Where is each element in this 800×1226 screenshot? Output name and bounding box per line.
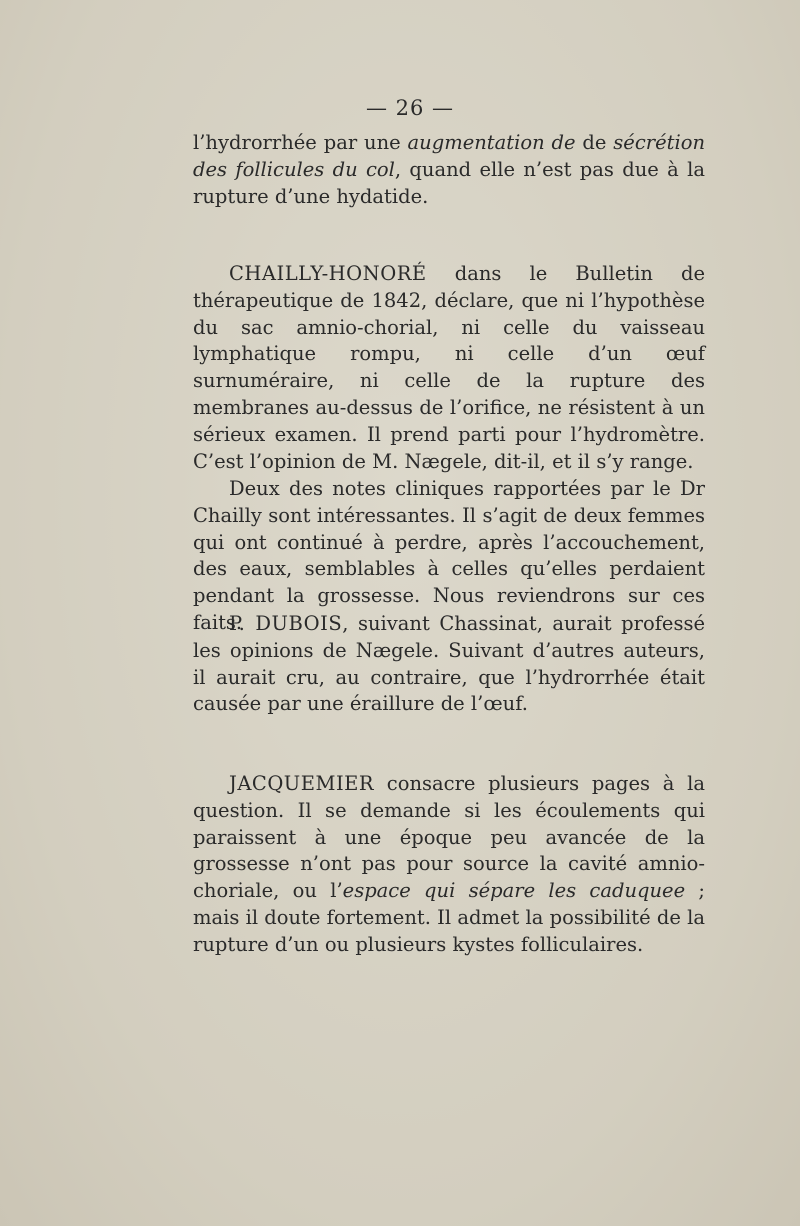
- paragraph-jacquemier: [193, 771, 705, 959]
- author-name-chailly: CHAILLY-HONORÉ: [229, 262, 427, 285]
- p2-text: dans le Bulletin de thérapeutique de 1842, déclare, que ni l’hypothèse du sac amnio-chorial, ni celle du vaisseau lymphatique rompu, ni celle d’un œuf surnuméraire, ni celle de la rupture des membranes au-dessus de l’orifice, ne résistent à un sérieux examen. Il prend parti pour l’hydromètre. C’est l’opinion de M. Nægele, dit-il, et il s’y range.: [193, 262, 705, 473]
- p1-tail: , quand elle n’est pas due à la rupture d’une hydatide.: [193, 157, 705, 208]
- p5-emphasis-espace: espace qui sépare les caduquee: [342, 879, 686, 903]
- p4-text: , suivant Chassinat, aurait professé les opinions de Nægele. Suivant d’autres auteurs, il aurait cru, au contraire, que l’hydrorrhée était causée par une éraillure de l’œuf.: [193, 612, 706, 716]
- p1-mid: de: [575, 131, 614, 154]
- page-number: — 26 —: [365, 96, 455, 120]
- p1-emphasis-augmentation: augmentation de: [407, 131, 576, 154]
- author-name-dubois: P. DUBOIS: [229, 612, 343, 635]
- paragraph-chailly-honore: [193, 261, 705, 475]
- p5-text-1: consacre plusieurs pages à la question. Il se demande si les écoulements qui paraissent à une époque peu avancée de la grossesse n’ont pas pour source la cavité amnio-choriale, ou l’: [193, 772, 705, 903]
- paragraph-hydrorrhee: [193, 130, 705, 210]
- p3-text: Deux des notes cliniques rapportées par le Dr Chailly sont intéressantes. Il s’agit de deux femmes qui ont continué à perdre, après l’accouchement, des eaux, semblables à celles qu’elles perdaient pendant la grossesse. Nous reviendrons sur ces faits.: [193, 477, 705, 634]
- paragraph-dubois: [193, 611, 705, 718]
- author-name-jacquemier: JACQUEMIER: [229, 772, 375, 795]
- p5-text-2: ; mais il doute fortement. Il admet la possibilité de la rupture d’un ou plusieurs kystes folliculaires.: [193, 879, 705, 956]
- p1-lead: l’hydrorrhée par une: [193, 131, 408, 154]
- p1-emphasis-secretion: sécrétion des follicules du col: [193, 131, 705, 181]
